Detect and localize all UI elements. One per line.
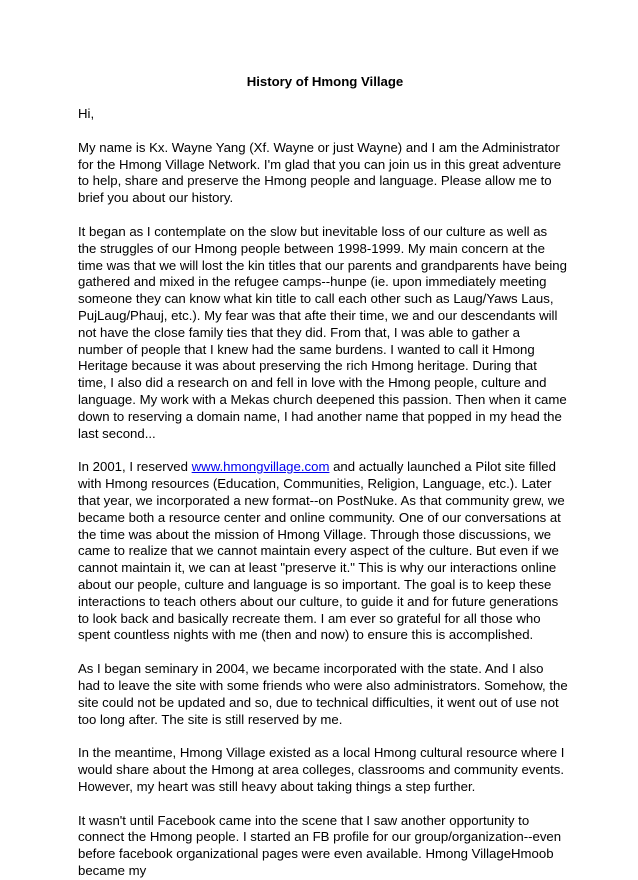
hmongvillage-link[interactable]: www.hmongvillage.com <box>191 459 330 475</box>
paragraph-2001 <box>78 459 568 644</box>
document-title: History of Hmong Village <box>246 74 404 89</box>
paragraph-beginning: It began as I contemplate on the slow but inevitable loss of our culture as well as the struggles of our Hmong people between 1998-1999. My main concern at the time was that we will lost the kin titles that our parents and grandparents have being gathered and mixed in the refugee camps--hunpe (ie. upon immediately meeting someone they can know what kin title to call each other such as Laug/Yaws Laus, PujLaug/Phauj, etc.). My fear was that afte their time, we and our descendants will not have the close family ties that they did. From that, I was able to gather a number of people that I knew had the same burdens. I wanted to call it Hmong Heritage because it was about preserving the rich Hmong heritage. During that time, I also did a research on and fell in love with the Hmong people, culture and language. My work with a Mekas church deepened this passion. Then when it came down to reserving a domain name, I had another name that popped in my head the last second... <box>78 223 567 441</box>
greeting: Hi, <box>78 106 95 121</box>
paragraph-2001-before-link: In 2001, I reserved <box>78 459 192 475</box>
paragraph-seminary: As I began seminary in 2004, we became incorporated with the state. And I also had to leave the site with some friends who were also administrators. Somehow, the site could not be updated and so, due to technical difficulties, it went out of use not too long after. The site is still reserved by me. <box>78 661 568 727</box>
paragraph-2001-after-link: and actually launched a Pilot site filled with Hmong resources (Education, Communities, Religion, Language, etc.). Later that year, we incorporated a new format--on PostNuke. As that community grew, we became both a resource center and online community. One of our conversations at the time was about the mission of Hmong Village. Through those discussions, we came to realize that we cannot maintain every aspect of the culture. But even if we cannot maintain it, we can at least "preserve it." This is why our interactions online about our people, culture and language is so important. The goal is to keep these interactions to teach others about our culture, to guide it and for future generations to look back and basically recreate them. I am ever so grateful for all those who spent countless nights with me (then and now) to ensure this is accomplished. <box>78 459 565 643</box>
paragraph-facebook: It wasn't until Facebook came into the scene that I saw another opportunity to connect the Hmong people. I started an FB profile for our group/organization--even before facebook organizational pages were even available. Hmong VillageHmoob became my <box>78 812 562 879</box>
paragraph-meantime: In the meantime, Hmong Village existed as a local Hmong cultural resource where I would share about the Hmong at area colleges, classrooms and community events. However, my heart was still heavy about taking things a step further. <box>78 745 565 794</box>
paragraph-intro: My name is Kx. Wayne Yang (Xf. Wayne or just Wayne) and I am the Administrator for the Hmong Village Network. I'm glad that you can join us in this great adventure to help, share and preserve the Hmong people and language. Please allow me to brief you about our history. <box>78 139 562 206</box>
